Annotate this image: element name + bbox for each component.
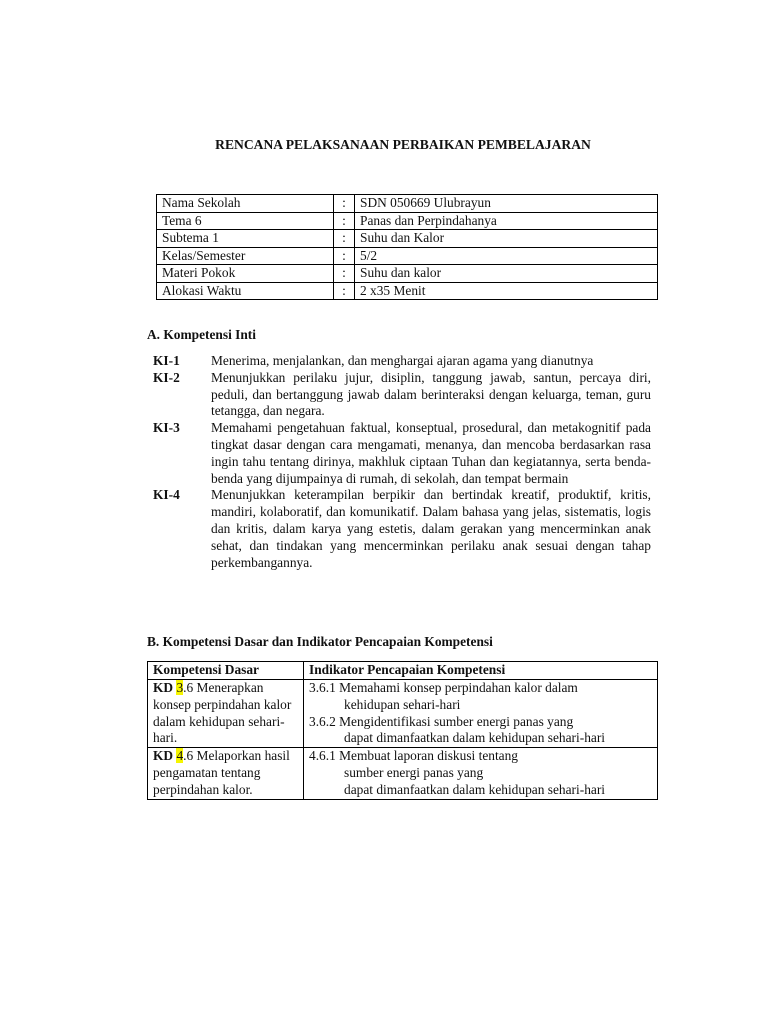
identity-label: Alokasi Waktu	[157, 282, 334, 300]
identity-separator: :	[334, 230, 355, 248]
identity-value: 5/2	[355, 247, 658, 265]
identity-separator: :	[334, 247, 355, 265]
ki-description: Menerima, menjalankan, dan menghargai ajaran agama yang dianutnya	[211, 353, 594, 368]
section-b-heading: B. Kompetensi Dasar dan Indikator Pencapaian Kompetensi	[147, 634, 493, 649]
identity-label: Materi Pokok	[157, 265, 334, 283]
ki-item	[153, 487, 651, 571]
ki-item	[153, 420, 651, 487]
indicator-item: 3.6.2 Mengidentifikasi sumber energi panas yang	[309, 713, 574, 729]
identity-row	[157, 282, 658, 300]
indicator-item: 4.6.1 Membuat laporan diskusi tentang	[309, 748, 519, 764]
identity-separator: :	[334, 282, 355, 300]
ki-description: Memahami pengetahuan faktual, konseptual, prosedural, dan metakognitif pada tingkat dasar dengan cara mengamati, menanya, dan mencoba berdasarkan rasa ingin tahu tentang dirinya, makhluk ciptaan Tuhan dan kegiatannya, serta benda-benda yang dijumpainya di rumah, di sekolah, dan tempat bermain	[211, 420, 651, 486]
identity-row	[157, 265, 658, 283]
kompetensi-dasar-table	[147, 661, 658, 800]
ki-description: Menunjukkan keterampilan berpikir dan bertindak kreatif, produktif, kritis, mandiri, kolaboratif, dan komunikatif. Dalam bahasa yang jelas, sistematis, logis dan kritis, dalam karya yang estetis, dalam gerakan yang mencerminkan anak sehat, dan tindakan yang mencerminkan perilaku anak sesuai dengan tahap perkembangannya.	[211, 487, 651, 570]
identity-row	[157, 195, 658, 213]
indicator-cell	[304, 680, 658, 748]
identity-value: 2 x35 Menit	[355, 282, 658, 300]
identity-label: Kelas/Semester	[157, 247, 334, 265]
identity-label: Nama Sekolah	[157, 195, 334, 213]
identity-value: Panas dan Perpindahanya	[355, 212, 658, 230]
kompetensi-inti-list	[153, 353, 651, 571]
indicator-continuation: sumber energi panas yang	[344, 764, 484, 780]
kd-number-highlight: 4	[176, 748, 184, 764]
kd-cell	[148, 748, 304, 799]
kd-table-header-row	[148, 662, 658, 680]
identity-row	[157, 247, 658, 265]
identity-separator: :	[334, 212, 355, 230]
indicator-item: 3.6.1 Memahami konsep perpindahan kalor dalam	[309, 680, 578, 695]
ki-code: KI-2	[153, 369, 180, 385]
identity-label: Tema 6	[157, 212, 334, 230]
identity-row	[157, 230, 658, 248]
kd-row	[148, 748, 658, 799]
indicator-continuation: kehidupan sehari-hari	[344, 696, 461, 712]
indicator-continuation: dapat dimanfaatkan dalam kehidupan sehari-hari	[344, 781, 606, 797]
identity-label: Subtema 1	[157, 230, 334, 248]
kd-label: KD	[153, 680, 177, 695]
ki-code: KI-4	[153, 487, 180, 503]
kd-number-highlight: 3	[176, 680, 184, 695]
indicator-continuation: dapat dimanfaatkan dalam kehidupan sehari-hari	[344, 730, 606, 746]
identity-value: Suhu dan Kalor	[355, 230, 658, 248]
kd-row	[148, 680, 658, 748]
section-a-heading: A. Kompetensi Inti	[147, 327, 256, 342]
indicator-cell	[304, 748, 658, 799]
ki-item	[153, 353, 651, 370]
identity-row	[157, 212, 658, 230]
ki-description: Menunjukkan perilaku jujur, disiplin, tanggung jawab, santun, percaya diri, peduli, dan bertanggung jawab dalam berinteraksi dengan keluarga, teman, guru tetangga, dan negara.	[211, 369, 651, 419]
kd-cell	[148, 680, 304, 748]
identity-value: SDN 050669 Ulubrayun	[355, 195, 658, 213]
kd-description: .6 Menerapkan konsep perpindahan kalor dalam kehidupan sehari-hari.	[153, 680, 292, 746]
ki-item	[153, 370, 651, 420]
identity-separator: :	[334, 195, 355, 213]
document-title: RENCANA PELAKSANAAN PERBAIKAN PEMBELAJARAN	[215, 137, 591, 152]
ki-code: KI-1	[153, 353, 180, 368]
indicator-column-header: Indikator Pencapaian Kompetensi	[304, 662, 658, 680]
identity-value: Suhu dan kalor	[355, 265, 658, 283]
kd-column-header: Kompetensi Dasar	[148, 662, 304, 680]
identity-separator: :	[334, 265, 355, 283]
kd-description: .6 Melaporkan hasil pengamatan tentang perpindahan kalor.	[153, 748, 290, 797]
ki-code: KI-3	[153, 420, 180, 436]
kd-label: KD	[153, 748, 177, 764]
identity-table	[156, 194, 658, 300]
